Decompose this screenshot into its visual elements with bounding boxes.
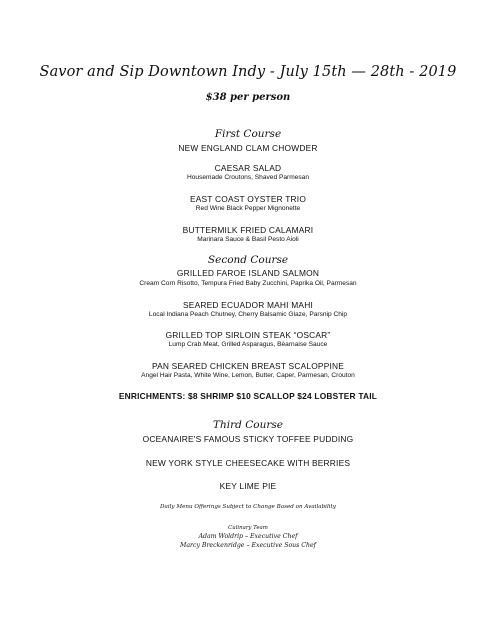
- dish-name: BUTTERMILK FRIED CALAMARI: [182, 225, 314, 235]
- availability-note: Daily Menu Offerings Subject to Change Based on Availability: [160, 504, 336, 510]
- dish-description: Local Indiana Peach Chutney, Cherry Balsamic Glaze, Parsnip Chip: [148, 311, 348, 318]
- dish-description: Cream Corn Risotto, Tempura Fried Baby Zucchini, Paprika Oil, Parmesan: [139, 280, 357, 287]
- first-course-heading: First Course: [214, 128, 282, 140]
- team-member: Marcy Breckenridge – Executive Sous Chef: [180, 542, 316, 549]
- dish-name: SEARED ECUADOR MAHI MAHI: [183, 300, 313, 310]
- dish-name: GRILLED FAROE ISLAND SALMON: [176, 268, 320, 278]
- dish-description: Housemade Croutons, Shaved Parmesan: [186, 174, 310, 181]
- dish-description: Angel Hair Pasta, White Wine, Lemon, Butter, Caper, Parmesan, Crouton: [141, 372, 355, 379]
- second-course-heading: Second Course: [207, 254, 289, 266]
- enrichments-line: ENRICHMENTS: $8 SHRIMP $10 SCALLOP $24 LOBSTER TAIL: [118, 391, 378, 401]
- dish-description: Marinara Sauce & Basil Pesto Aioli: [197, 236, 299, 243]
- dish-name: OCEANAIRE'S FAMOUS STICKY TOFFEE PUDDING: [142, 434, 354, 444]
- dish-description: Red Wine Black Pepper Mignonette: [195, 205, 301, 212]
- culinary-team-heading: Culinary Team: [228, 525, 268, 531]
- dish-name: NEW YORK STYLE CHEESECAKE WITH BERRIES: [145, 458, 351, 468]
- dish-name: EAST COAST OYSTER TRIO: [189, 194, 307, 204]
- price-per-person: $38 per person: [205, 92, 291, 103]
- dish-name: NEW ENGLAND CLAM CHOWDER: [178, 143, 318, 153]
- menu-title: Savor and Sip Downtown Indy - July 15th — 28th - 2019: [39, 64, 457, 80]
- dish-name: KEY LIME PIE: [219, 481, 277, 491]
- team-member: Adam Woldrip – Executive Chef: [198, 533, 298, 540]
- dish-name: GRILLED TOP SIRLOIN STEAK “OSCAR”: [165, 330, 331, 340]
- dish-name: PAN SEARED CHICKEN BREAST SCALOPPINE: [151, 361, 345, 371]
- dish-description: Lump Crab Meat, Grilled Asparagus, Béarnaise Sauce: [168, 341, 328, 348]
- dish-name: CAESAR SALAD: [214, 163, 282, 173]
- third-course-heading: Third Course: [213, 419, 283, 431]
